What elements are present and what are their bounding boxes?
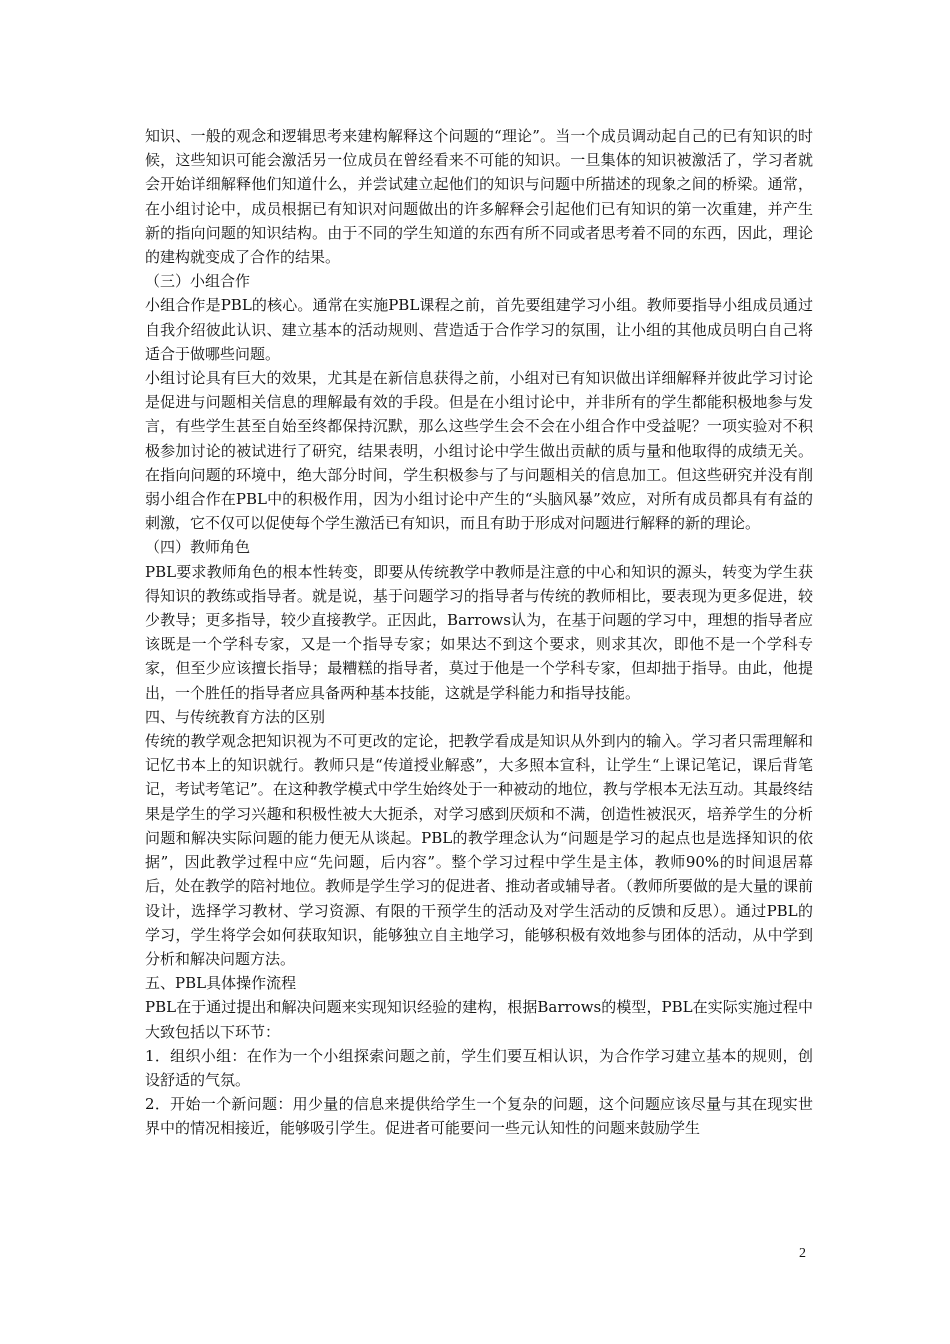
list-item-organize-group: 1．组织小组：在作为一个小组探索问题之前，学生们要互相认识，为合作学习建立基本的规则，创设舒适的气氛。 <box>145 1046 813 1089</box>
paragraph-pbl-process-intro: PBL在于通过提出和解决问题来实现知识经验的建构，根据Barrows的模型，PBL在实际实施过程中大致包括以下环节： <box>145 998 813 1041</box>
paragraph-theory-construction: 知识、一般的观念和逻辑思考来建构解释这个问题的“理论”。当一个成员调动起自己的已有知识的时候，这些知识可能会激活另一位成员在曾经看来不可能的知识。一旦集体的知识被激活了，学习者就会开始详细解释他们知道什么，并尝试建立起他们的知识与问题中所描述的现象之间的桥梁。通常，在小组讨论中，成员根据已有知识对问题做出的许多解释会引起他们已有知识的第一次重建，并产生新的指向问题的知识结构。由于不同的学生知道的东西有所不同或者思考着不同的东西，因此，理论的建构就变成了合作的结果。 <box>145 127 813 267</box>
heading-pbl-process: 五、PBL具体操作流程 <box>145 974 297 993</box>
heading-teacher-role: （四）教师角色 <box>145 538 251 557</box>
paragraph-traditional-difference: 传统的教学观念把知识视为不可更改的定论，把教学看成是知识从外到内的输入。学习者只需理解和记忆书本上的知识就行。教师只是“传道授业解惑”，大多照本宣科，让学生“上课记笔记，课后背笔记，考试考笔记”。在这种教学模式中学生始终处于一种被动的地位，教与学根本无法互动。其最终结果是学生的学习兴趣和积极性被大大扼杀，对学习感到厌烦和不满，创造性被泯灭，培养学生的分析问题和解决实际问题的能力便无从谈起。PBL的教学理念认为“问题是学习的起点也是选择知识的依据”，因此教学过程中应“先问题，后内容”。整个学习过程中学生是主体，教师90%的时间退居幕后，处在教学的陪衬地位。教师是学生学习的促进者、推动者或辅导者。（教师所要做的是大量的课前设计，选择学习教材、学习资源、有限的干预学生的活动及对学生活动的反馈和反思）。通过PBL的学习，学生将学会如何获取知识，能够独立自主地学习，能够积极有效地参与团体的活动，从中学到分析和解决问题方法。 <box>145 732 813 968</box>
page-number: 2 <box>799 1246 806 1261</box>
heading-traditional-difference: 四、与传统教育方法的区别 <box>145 707 326 726</box>
list-item-new-problem: 2．开始一个新问题：用少量的信息来提供给学生一个复杂的问题，这个问题应该尽量与其在现实世界中的情况相接近，能够吸引学生。促进者可能要问一些元认知性的问题来鼓励学生 <box>145 1095 813 1138</box>
paragraph-group-core: 小组合作是PBL的核心。通常在实施PBL课程之前，首先要组建学习小组。教师要指导小组成员通过自我介绍彼此认识、建立基本的活动规则、营造适于合作学习的氛围，让小组的其他成员明白自己将适合于做哪些问题。 <box>145 296 813 363</box>
paragraph-teacher-role: PBL要求教师角色的根本性转变，即要从传统教学中教师是注意的中心和知识的源头，转变为学生获得知识的教练或指导者。就是说，基于问题学习的指导者与传统的教师相比，要表现为更多促进，较少教导；更多指导，较少直接教学。正因此，Barrows认为，在基于问题的学习中，理想的指导者应该既是一个学科专家，又是一个指导专家；如果达不到这个要求，则求其次，即他不是一个学科专家，但至少应该擅长指导；最糟糕的指导者，莫过于他是一个学科专家，但却拙于指导。由此，他提出，一个胜任的指导者应具备两种基本技能，这就是学科能力和指导技能。 <box>145 562 813 702</box>
paragraph-group-discussion: 小组讨论具有巨大的效果，尤其是在新信息获得之前，小组对已有知识做出详细解释并彼此学习讨论是促进与问题相关信息的理解最有效的手段。但是在小组讨论中，并非所有的学生都能积极地参与发言，有些学生甚至自始至终都保持沉默，那么这些学生会不会在小组合作中受益呢？一项实验对不积极参加讨论的被试进行了研究，结果表明，小组讨论中学生做出贡献的质与量和他取得的成绩无关。在指向问题的环境中，绝大部分时间，学生积极参与了与问题相关的信息加工。但这些研究并没有削弱小组合作在PBL中的积极作用，因为小组讨论中产生的“头脑风暴”效应，对所有成员都具有有益的刺激，它不仅可以促使每个学生激活已有知识，而且有助于形成对问题进行解释的新的理论。 <box>145 369 813 533</box>
body-text <box>145 124 813 1141</box>
heading-group-cooperation: （三）小组合作 <box>145 272 251 291</box>
